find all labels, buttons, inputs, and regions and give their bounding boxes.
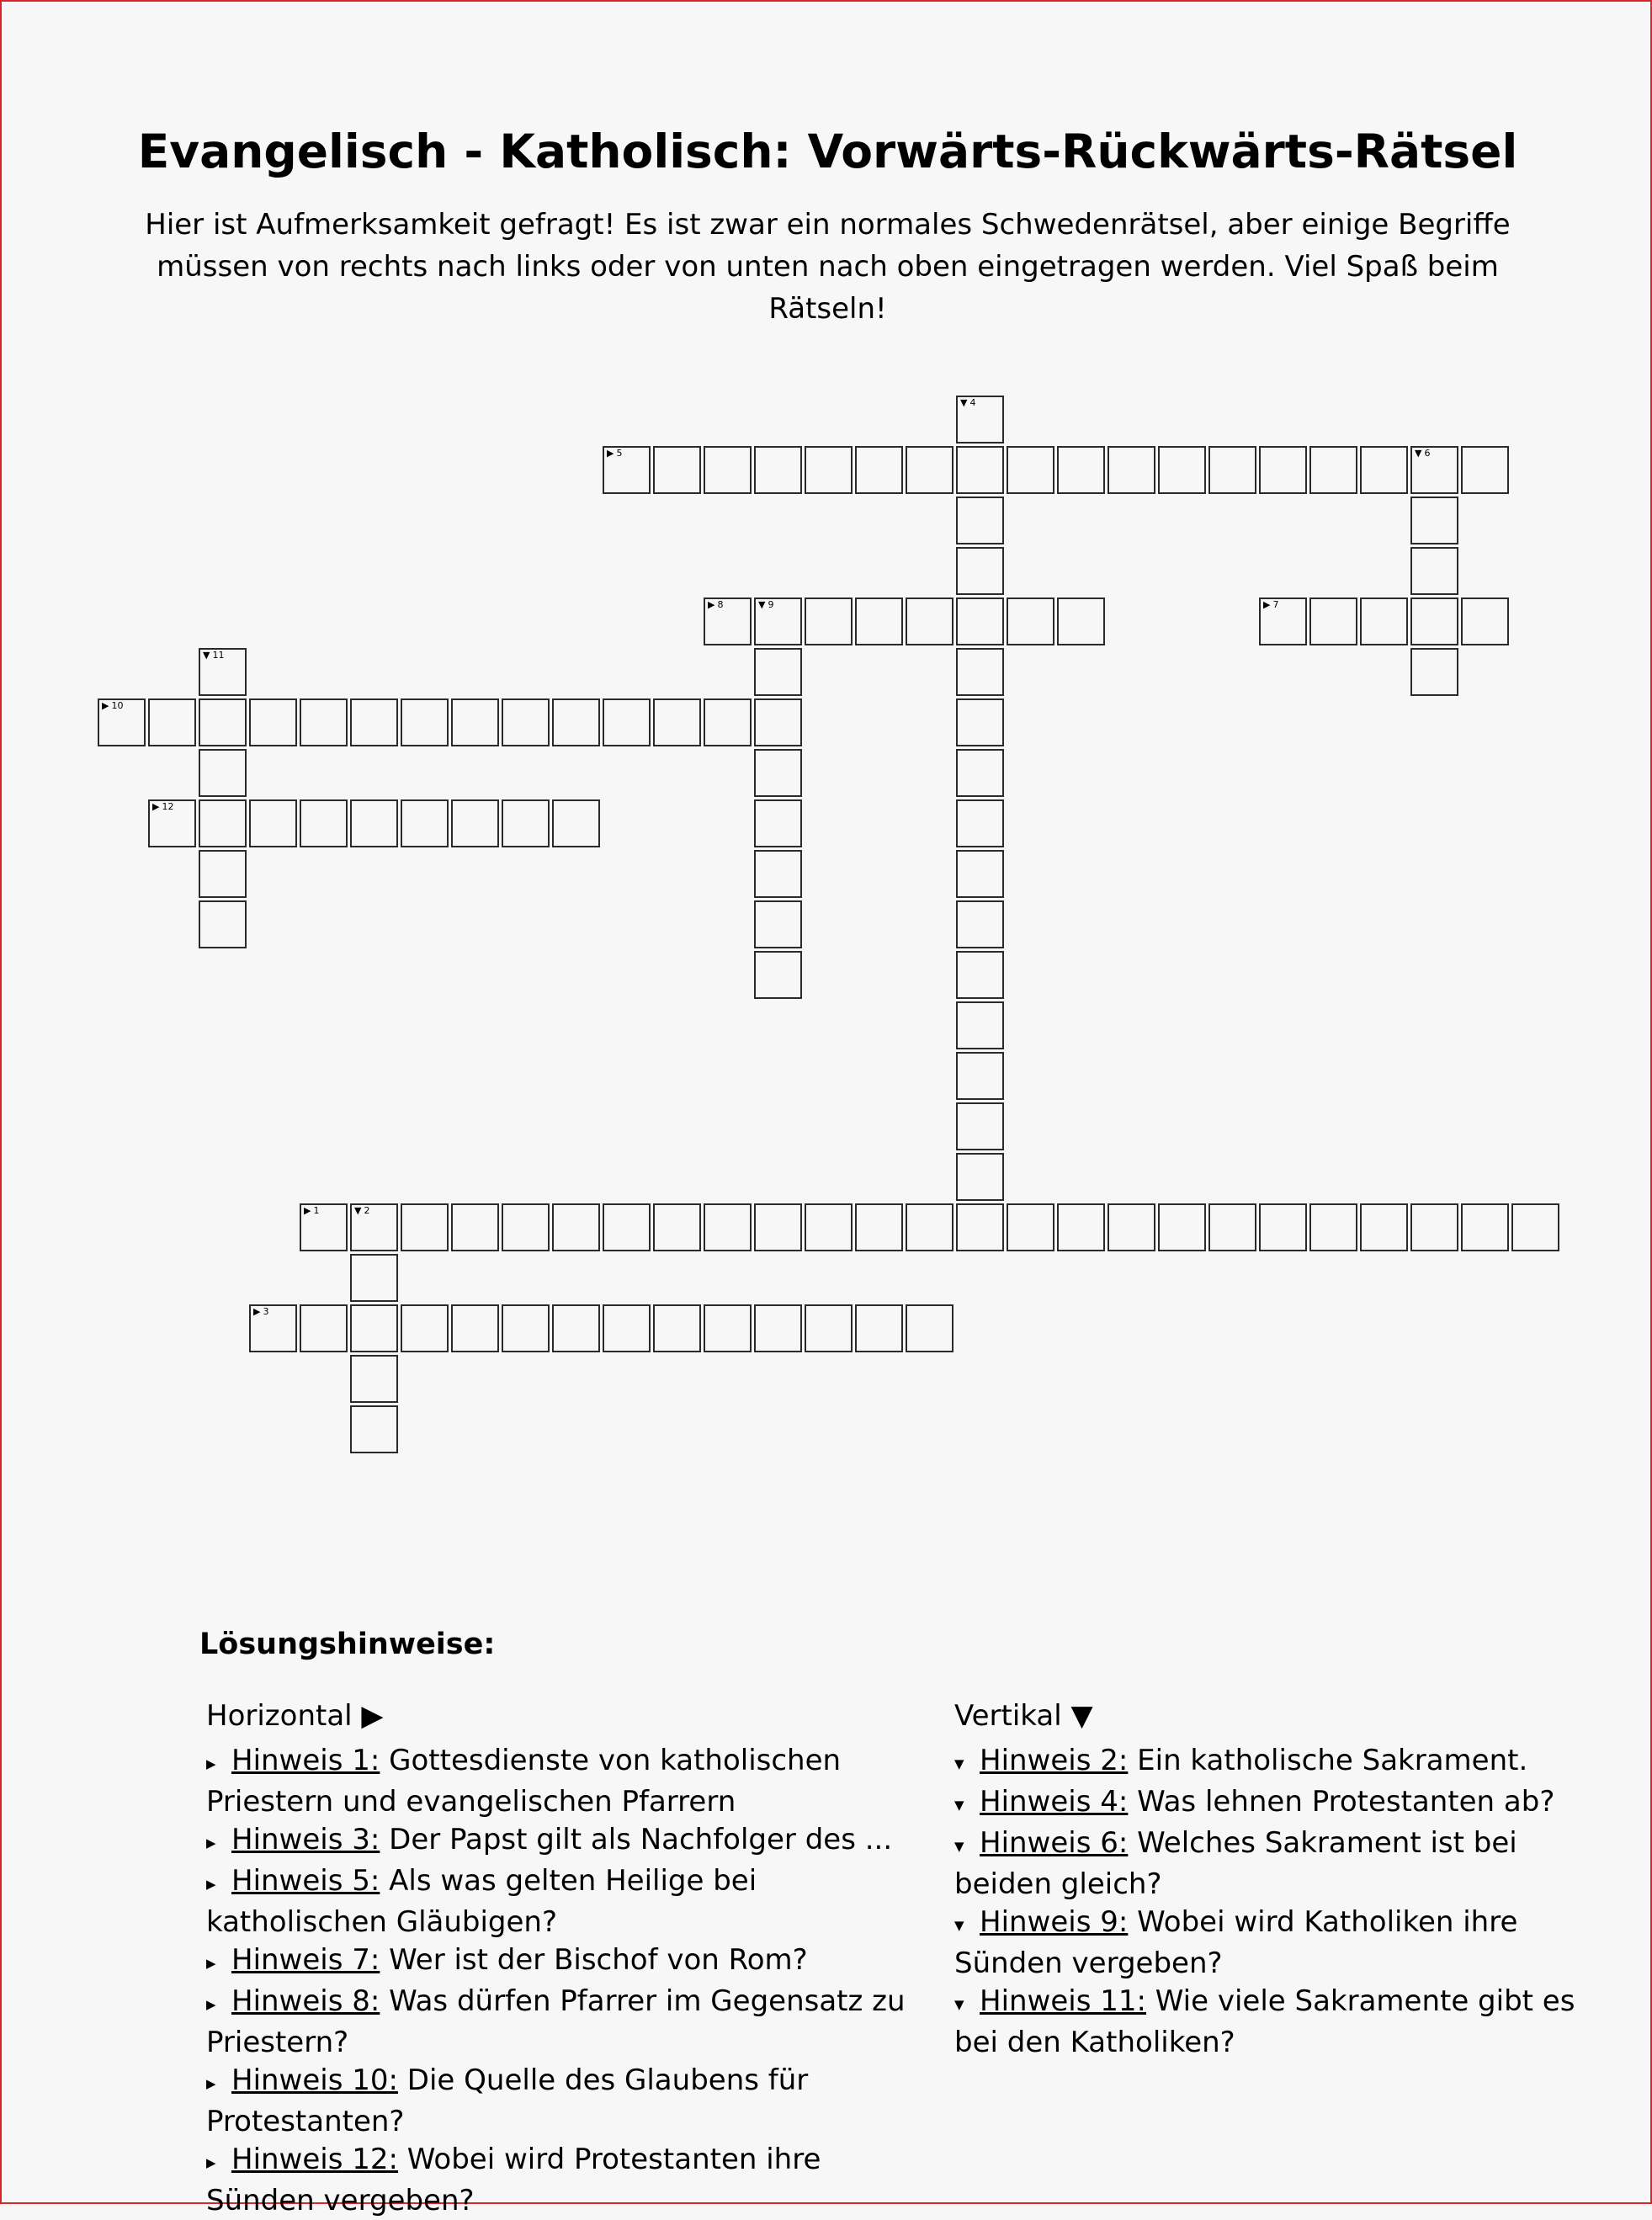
hint-key: Hinweis 2:	[980, 1744, 1129, 1777]
arrow-right-icon: ▶	[206, 1756, 216, 1771]
crossword-cell[interactable]	[1057, 446, 1105, 494]
crossword-cell[interactable]	[1057, 597, 1105, 645]
crossword-cell[interactable]	[199, 698, 247, 746]
crossword-cell[interactable]	[249, 1304, 297, 1352]
arrow-down-icon: ▼	[758, 599, 766, 610]
crossword-cell[interactable]	[754, 900, 802, 948]
crossword-cell[interactable]	[350, 1304, 398, 1352]
hint-text: Welches Sakrament ist bei beiden gleich?	[954, 1826, 1517, 1901]
crossword-cell[interactable]	[552, 1304, 600, 1352]
hint-text: Ein katholische Sakrament.	[1128, 1744, 1528, 1777]
clue-number	[1263, 600, 1278, 610]
crossword-cell[interactable]	[350, 1405, 398, 1453]
clue-number	[758, 600, 773, 610]
clue-number-label: 3	[263, 1306, 269, 1317]
crossword-cell[interactable]	[1410, 497, 1458, 544]
crossword-cell[interactable]	[603, 698, 651, 746]
crossword-cell[interactable]	[805, 1203, 853, 1251]
page-title: Evangelisch - Katholisch: Vorwärts-Rückwärts-Rätsel	[137, 125, 1518, 178]
hint-text: Die Quelle des Glaubens für Protestanten?	[206, 2063, 809, 2138]
crossword-cell[interactable]	[1309, 1203, 1357, 1251]
crossword-cell[interactable]	[451, 698, 499, 746]
crossword-cell[interactable]	[1410, 648, 1458, 696]
crossword-cell[interactable]	[1461, 446, 1509, 494]
crossword-cell[interactable]	[300, 698, 348, 746]
crossword-cell[interactable]	[1511, 1203, 1559, 1251]
crossword-cell[interactable]	[855, 597, 903, 645]
crossword-cell[interactable]	[956, 597, 1004, 645]
crossword-cell[interactable]	[1208, 446, 1256, 494]
hint-item	[206, 2062, 930, 2141]
crossword-cell[interactable]	[603, 1304, 651, 1352]
crossword-cell[interactable]	[552, 799, 600, 847]
vertical-heading: Vertikal ▼	[954, 1699, 1093, 1733]
arrow-down-icon: ▼	[1415, 448, 1422, 459]
hint-key: Hinweis 12:	[231, 2143, 398, 2176]
crossword-cell[interactable]	[653, 1304, 701, 1352]
intro-text: Hier ist Aufmerksamkeit gefragt! Es ist zwar ein normales Schwedenrätsel, aber einige Begriffe müssen von rechts nach links oder von unten nach oben eingetragen werden. Viel Spaß beim Rätseln!	[145, 208, 1511, 326]
crossword-cell[interactable]	[1309, 597, 1357, 645]
crossword-cell[interactable]	[401, 799, 449, 847]
hint-item	[206, 1983, 930, 2062]
arrow-right-icon: ▶	[253, 1306, 261, 1317]
crossword-cell[interactable]	[603, 446, 651, 494]
crossword-cell[interactable]	[754, 597, 802, 645]
crossword-grid	[2, 2, 1652, 1516]
crossword-cell[interactable]	[956, 497, 1004, 544]
arrow-right-icon: ▶	[206, 1956, 216, 1971]
clue-number	[102, 701, 123, 711]
hint-key: Hinweis 8:	[231, 1984, 380, 2018]
crossword-cell[interactable]	[552, 698, 600, 746]
horizontal-heading: Horizontal ▶	[206, 1699, 384, 1733]
arrow-right-icon: ▶	[708, 599, 715, 610]
crossword-cell[interactable]	[199, 850, 247, 898]
clue-number-label: 10	[111, 700, 124, 711]
arrow-right-icon: ▶	[304, 1205, 311, 1216]
crossword-cell[interactable]	[805, 597, 853, 645]
clue-number-label: 7	[1272, 599, 1279, 610]
crossword-cell[interactable]	[199, 900, 247, 948]
crossword-cell[interactable]	[956, 1001, 1004, 1049]
clue-number-label: 9	[768, 599, 774, 610]
crossword-cell[interactable]	[502, 698, 550, 746]
hints-heading: Lösungshinweise:	[199, 1628, 496, 1661]
crossword-cell[interactable]	[653, 698, 701, 746]
clue-number	[708, 600, 723, 610]
crossword-cell[interactable]	[451, 799, 499, 847]
crossword-cell[interactable]	[1007, 1203, 1054, 1251]
crossword-cell[interactable]	[956, 900, 1004, 948]
crossword-cell[interactable]	[653, 1203, 701, 1251]
clue-number-label: 11	[212, 650, 225, 661]
crossword-cell[interactable]	[906, 1203, 953, 1251]
crossword-cell[interactable]	[855, 1203, 903, 1251]
crossword-cell[interactable]	[906, 1304, 953, 1352]
crossword-cell[interactable]	[956, 648, 1004, 696]
crossword-cell[interactable]	[754, 799, 802, 847]
vertical-hints	[954, 1697, 1577, 2062]
crossword-cell[interactable]	[855, 446, 903, 494]
crossword-cell[interactable]	[350, 799, 398, 847]
crossword-cell[interactable]	[451, 1203, 499, 1251]
crossword-cell[interactable]	[956, 1102, 1004, 1150]
crossword-cell[interactable]	[603, 1203, 651, 1251]
clue-number-label: 12	[162, 801, 174, 812]
crossword-cell[interactable]	[502, 799, 550, 847]
crossword-cell[interactable]	[956, 396, 1004, 443]
hint-item	[954, 1742, 1577, 1783]
hint-key: Hinweis 6:	[980, 1826, 1129, 1860]
arrow-down-icon: ▼	[954, 1798, 964, 1813]
crossword-cell[interactable]	[199, 648, 247, 696]
crossword-cell[interactable]	[1007, 597, 1054, 645]
crossword-cell[interactable]	[956, 1052, 1004, 1100]
crossword-cell[interactable]	[1259, 597, 1307, 645]
vertical-hint-list	[954, 1742, 1577, 2062]
crossword-cell[interactable]	[956, 1153, 1004, 1201]
crossword-cell[interactable]	[1259, 1203, 1307, 1251]
crossword-cell[interactable]	[350, 1254, 398, 1302]
crossword-cell[interactable]	[956, 698, 1004, 746]
crossword-cell[interactable]	[1158, 1203, 1206, 1251]
hint-text: Wer ist der Bischof von Rom?	[380, 1943, 808, 1977]
hint-key: Hinweis 1:	[231, 1744, 380, 1777]
crossword-cell[interactable]	[956, 1203, 1004, 1251]
hint-item	[206, 1821, 930, 1862]
hint-text: Der Papst gilt als Nachfolger des ...	[380, 1823, 893, 1856]
crossword-cell[interactable]	[401, 1203, 449, 1251]
crossword-cell[interactable]	[754, 749, 802, 797]
crossword-cell[interactable]	[956, 850, 1004, 898]
crossword-cell[interactable]	[906, 597, 953, 645]
crossword-cell[interactable]	[300, 1304, 348, 1352]
crossword-cell[interactable]	[1410, 547, 1458, 595]
crossword-cell[interactable]	[956, 951, 1004, 999]
hint-text: Was lehnen Protestanten ab?	[1128, 1785, 1555, 1819]
hint-key: Hinweis 9:	[980, 1905, 1129, 1939]
crossword-cell[interactable]	[704, 1203, 752, 1251]
arrow-right-icon: ▶	[206, 2155, 216, 2170]
crossword-cell[interactable]	[350, 698, 398, 746]
hint-key: Hinweis 3:	[231, 1823, 380, 1856]
hint-key: Hinweis 4:	[980, 1785, 1129, 1819]
crossword-cell[interactable]	[148, 799, 196, 847]
crossword-cell[interactable]	[249, 799, 297, 847]
crossword-cell[interactable]	[1410, 597, 1458, 645]
crossword-cell[interactable]	[1410, 1203, 1458, 1251]
crossword-cell[interactable]	[1360, 1203, 1408, 1251]
arrow-right-icon: ▶	[206, 1877, 216, 1892]
hint-text: Wobei wird Katholiken ihre Sünden vergeben?	[954, 1905, 1518, 1980]
crossword-cell[interactable]	[1410, 446, 1458, 494]
hint-text: Als was gelten Heilige bei katholischen Gläubigen?	[206, 1864, 757, 1939]
hint-text: Wie viele Sakramente gibt es bei den Katholiken?	[954, 1984, 1575, 2059]
arrow-down-icon: ▼	[954, 1918, 964, 1933]
hint-item	[206, 1742, 930, 1821]
crossword-cell[interactable]	[1108, 446, 1155, 494]
crossword-cell[interactable]	[906, 446, 953, 494]
arrow-right-icon: ▶	[102, 700, 109, 711]
crossword-cell[interactable]	[956, 799, 1004, 847]
arrow-down-icon: ▼	[354, 1205, 362, 1216]
crossword-cell[interactable]	[1108, 1203, 1155, 1251]
hint-key: Hinweis 11:	[980, 1984, 1146, 2018]
clue-number	[253, 1307, 268, 1317]
crossword-cell[interactable]	[754, 648, 802, 696]
hint-key: Hinweis 10:	[231, 2063, 398, 2097]
crossword-cell[interactable]	[704, 1304, 752, 1352]
hint-item	[954, 1824, 1577, 1904]
clue-number	[1415, 449, 1430, 459]
crossword-cell[interactable]	[451, 1304, 499, 1352]
clue-number	[354, 1206, 369, 1216]
crossword-cell[interactable]	[805, 1304, 853, 1352]
crossword-cell[interactable]	[956, 446, 1004, 494]
crossword-cell[interactable]	[401, 698, 449, 746]
crossword-cell[interactable]	[754, 951, 802, 999]
hint-text: Wobei wird Protestanten ihre Sünden vergeben?	[206, 2143, 821, 2217]
arrow-down-icon: ▼	[960, 397, 968, 408]
crossword-cell[interactable]	[401, 1304, 449, 1352]
crossword-cell[interactable]	[704, 446, 752, 494]
arrow-right-icon: ▶	[206, 2076, 216, 2091]
crossword-cell[interactable]	[1007, 446, 1054, 494]
hint-text: Was dürfen Pfarrer im Gegensatz zu Priestern?	[206, 1984, 906, 2059]
crossword-cell[interactable]	[754, 698, 802, 746]
arrow-right-icon: ▶	[206, 1997, 216, 2012]
crossword-cell[interactable]	[199, 799, 247, 847]
horizontal-hints	[206, 1697, 930, 2220]
crossword-cell[interactable]	[249, 698, 297, 746]
crossword-cell[interactable]	[754, 1203, 802, 1251]
crossword-cell[interactable]	[1309, 446, 1357, 494]
clue-number-label: 4	[969, 397, 976, 408]
crossword-cell[interactable]	[1158, 446, 1206, 494]
clue-number	[304, 1206, 319, 1216]
crossword-cell[interactable]	[704, 597, 752, 645]
crossword-cell[interactable]	[300, 1203, 348, 1251]
horizontal-hint-list	[206, 1742, 930, 2220]
clue-number-label: 8	[717, 599, 724, 610]
clue-number	[203, 651, 224, 661]
arrow-right-icon: ▶	[152, 801, 160, 812]
crossword-cell[interactable]	[502, 1304, 550, 1352]
crossword-cell[interactable]	[350, 1355, 398, 1403]
crossword-cell[interactable]	[300, 799, 348, 847]
hint-item	[206, 1862, 930, 1941]
crossword-cell[interactable]	[754, 446, 802, 494]
crossword-cell[interactable]	[1057, 1203, 1105, 1251]
crossword-cell[interactable]	[1360, 597, 1408, 645]
hint-item	[954, 1783, 1577, 1824]
arrow-down-icon: ▼	[954, 1997, 964, 2012]
crossword-cell[interactable]	[754, 1304, 802, 1352]
crossword-cell[interactable]	[350, 1203, 398, 1251]
clue-number-label: 1	[313, 1205, 320, 1216]
crossword-cell[interactable]	[1461, 597, 1509, 645]
crossword-cell[interactable]	[653, 446, 701, 494]
clue-number	[607, 449, 622, 459]
crossword-cell[interactable]	[805, 446, 853, 494]
arrow-right-icon: ▶	[206, 1835, 216, 1851]
crossword-cell[interactable]	[199, 749, 247, 797]
crossword-cell[interactable]	[1208, 1203, 1256, 1251]
arrow-down-icon: ▼	[954, 1839, 964, 1854]
hint-item	[206, 2141, 930, 2220]
hint-key: Hinweis 7:	[231, 1943, 380, 1977]
crossword-cell[interactable]	[1259, 446, 1307, 494]
crossword-cell[interactable]	[98, 698, 146, 746]
clue-number-label: 2	[364, 1205, 370, 1216]
arrow-right-icon: ▶	[607, 448, 614, 459]
hint-item	[954, 1904, 1577, 1983]
clue-number-label: 6	[1424, 448, 1431, 459]
crossword-cell[interactable]	[552, 1203, 600, 1251]
crossword-cell[interactable]	[855, 1304, 903, 1352]
arrow-down-icon: ▼	[954, 1756, 964, 1771]
hint-item	[954, 1983, 1577, 2062]
crossword-cell[interactable]	[704, 698, 752, 746]
crossword-cell[interactable]	[1461, 1203, 1509, 1251]
crossword-cell[interactable]	[956, 749, 1004, 797]
hint-item	[206, 1941, 930, 1983]
clue-number	[152, 802, 173, 812]
arrow-down-icon: ▼	[203, 650, 210, 661]
crossword-cell[interactable]	[1360, 446, 1408, 494]
clue-number-label: 5	[616, 448, 623, 459]
crossword-cell[interactable]	[956, 547, 1004, 595]
crossword-cell[interactable]	[148, 698, 196, 746]
arrow-right-icon: ▶	[1263, 599, 1271, 610]
crossword-cell[interactable]	[502, 1203, 550, 1251]
crossword-cell[interactable]	[754, 850, 802, 898]
hint-text: Gottesdienste von katholischen Priestern und evangelischen Pfarrern	[206, 1744, 842, 1819]
hint-key: Hinweis 5:	[231, 1864, 380, 1898]
clue-number	[960, 398, 975, 408]
